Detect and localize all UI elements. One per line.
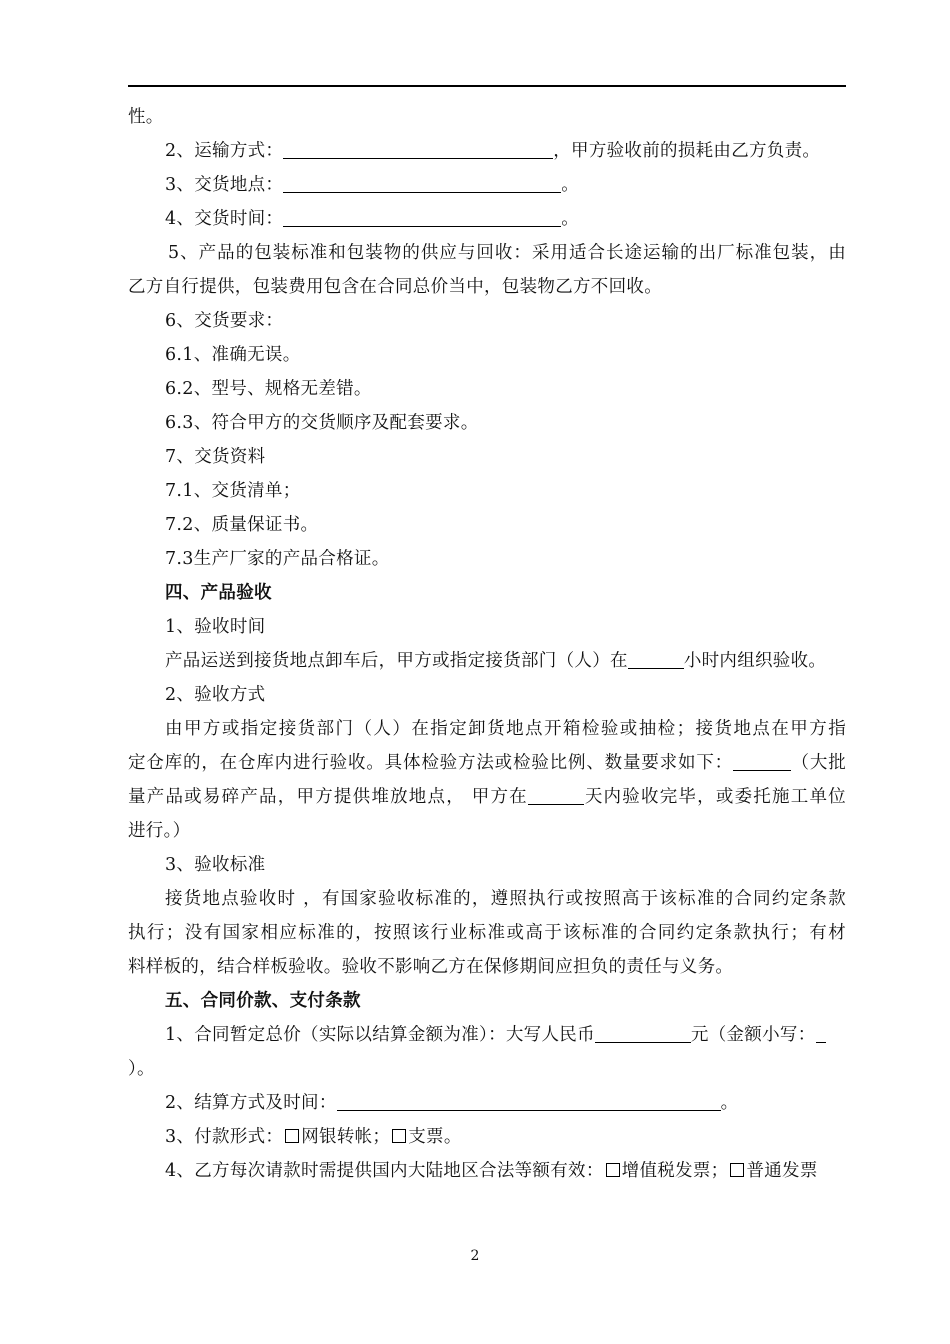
vat-invoice-checkbox[interactable] [606,1163,620,1177]
delivery-time-blank[interactable] [283,208,561,227]
amount-figures-blank[interactable] [816,1024,826,1043]
hours-blank[interactable] [628,650,684,669]
document-body [128,100,846,1188]
delivery-place-blank[interactable] [283,174,561,193]
inspection-ratio-line: 定仓库的，在仓库内进行验收。具体检验方法或检验比例、数量要求如下： （大批 [128,753,846,773]
online-transfer-checkbox[interactable] [285,1129,299,1143]
section-heading: 四、产品验收 [165,583,272,603]
text-line: 7.1、交货清单； [165,481,301,501]
transport-method-line: 2、运输方式： ，甲方验收前的损耗由乙方负责。 [165,141,821,161]
inspection-ratio-blank[interactable] [733,752,791,771]
transport-method-blank[interactable] [283,140,553,159]
contract-price-line: 1、合同暂定总价（实际以结算金额为准）：大写人民币 元（金额小写： [128,1018,846,1052]
text-line: 接货地点验收时 ，有国家验收标准的，遵照执行或按照高于该标准的合同约定条款 [165,889,846,909]
settlement-blank[interactable] [337,1092,721,1111]
text-line: 6.1、准确无误。 [165,345,301,365]
page-number: 2 [470,1248,480,1264]
text-line: 乙方自行提供，包装费用包含在合同总价当中，包装物乙方不回收。 [128,277,662,297]
header-rule [128,85,846,87]
text-line: ）。 [128,1059,155,1079]
invoice-line: 4、乙方每次请款时需提供国内大陆地区合法等额有效： 增值税发票； 普通发票 [165,1161,818,1181]
text-line: 料样板的，结合样板验收。验收不影响乙方在保修期间应担负的责任与义务。 [128,957,734,977]
delivery-place-line: 3、交货地点： 。 [165,175,580,195]
text-line: 7、交货资料 [165,447,266,467]
text-line: 执行；没有国家相应标准的，按照该行业标准或高于该标准的合同约定条款执行；有材 [128,923,846,943]
settlement-line: 2、结算方式及时间： 。 [165,1093,739,1113]
amount-words-blank[interactable] [595,1024,691,1043]
text-line: 7.2、质量保证书。 [165,515,319,535]
text-line: 7.3生产厂家的产品合格证。 [165,549,390,569]
text-line: 由甲方或指定接货部门（人）在指定卸货地点开箱检验或抽检；接货地点在甲方指 [165,719,846,739]
ordinary-invoice-checkbox[interactable] [730,1163,744,1177]
text-line: 6.3、符合甲方的交货顺序及配套要求。 [165,413,479,433]
text-line: 5、产品的包装标准和包装物的供应与回收：采用适合长途运输的出厂标准包装，由 [168,243,846,263]
text-line: 1、验收时间 [165,617,266,637]
text-line: 3、验收标准 [165,855,266,875]
acceptance-time-line: 产品运送到接货地点卸车后，甲方或指定接货部门（人）在 小时内组织验收。 [165,651,827,671]
text-line: 6.2、型号、规格无差错。 [165,379,372,399]
section-heading: 五、合同价款、支付条款 [165,991,361,1011]
days-blank[interactable] [528,786,584,805]
text-line: 进行。） [128,821,191,841]
acceptance-days-line: 量产品或易碎产品，甲方提供堆放地点， 甲方在 天内验收完毕，或委托施工单位 [128,787,846,807]
text-line: 6、交货要求： [165,311,284,331]
delivery-time-line: 4、交货时间： 。 [165,209,580,229]
cheque-checkbox[interactable] [392,1129,406,1143]
text-line: 2、验收方式 [165,685,266,705]
text-line: 性。 [128,107,164,127]
payment-form-line: 3、付款形式： 网银转帐； 支票。 [165,1127,462,1147]
